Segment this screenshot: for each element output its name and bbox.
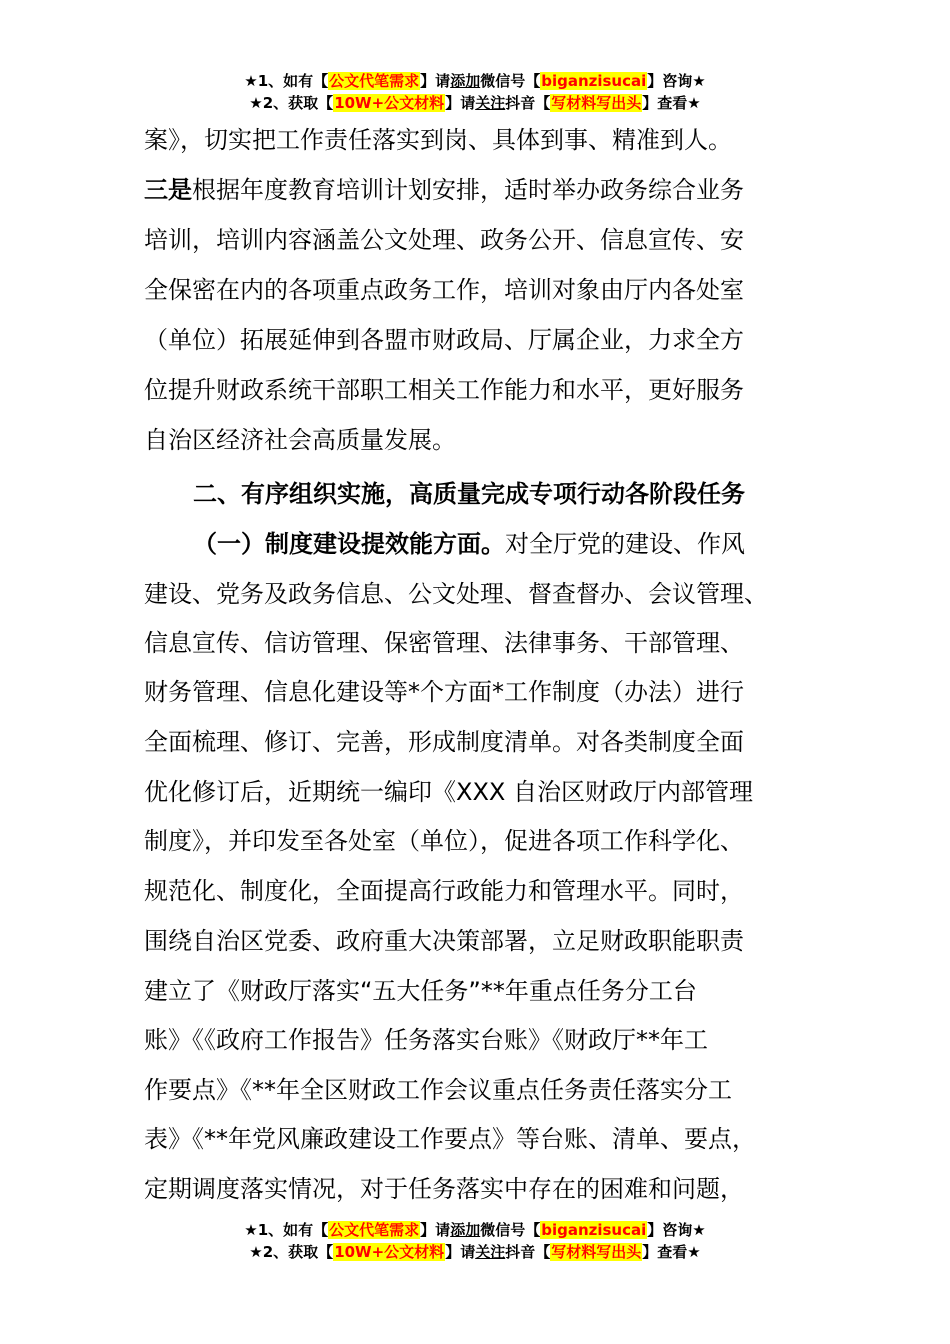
paragraph-line: [144, 971, 824, 1011]
line-text: 案》，切实把工作责任落实到岗、具体到事、精准到人。: [144, 126, 732, 154]
banner-underlined: 添加: [450, 1221, 481, 1239]
line-text: 制度》，并印发至各处室（单位），促进各项工作科学化、: [144, 827, 744, 855]
paragraph-line: [144, 921, 824, 961]
heading-text: 二、有序组织实施，高质量完成专项行动各阶段任务: [193, 480, 745, 508]
paragraph-line: [144, 871, 824, 911]
paragraph-line: [144, 821, 824, 861]
banner-text: 抖音【: [505, 94, 551, 112]
banner-line-2: [0, 92, 950, 114]
paragraph-line: [144, 1070, 824, 1110]
banner-highlight: biganzisucai: [541, 72, 647, 90]
paragraph-line: [144, 1020, 824, 1060]
banner-text: 】查看★: [642, 1243, 701, 1261]
paragraph-line: [144, 420, 824, 460]
banner-highlight: 10W+公文材料: [334, 1243, 445, 1261]
paragraph-line: [144, 220, 824, 260]
line-text: 建设、党务及政务信息、公文处理、督查督办、会议管理、: [144, 580, 768, 608]
banner-highlight: 写材料写出头: [551, 1243, 642, 1261]
line-text: 全保密在内的各项重点政务工作，培训对象由厅内各处室: [144, 276, 744, 304]
line-text: 优化修订后，近期统一编印《XXX 自治区财政厅内部管理: [144, 778, 753, 806]
paragraph-line: [144, 722, 824, 762]
line-text: （单位）拓展延伸到各盟市财政局、厅属企业，力求全方: [144, 326, 744, 354]
line-text: 围绕自治区党委、政府重大决策部署，立足财政职能职责: [144, 927, 744, 955]
paragraph-line: [144, 270, 824, 310]
banner-text: 微信号【: [480, 1221, 541, 1239]
paragraph-line: [193, 524, 873, 564]
banner-text: 】咨询★: [647, 1221, 706, 1239]
line-text: 作要点》《**年全区财政工作会议重点任务责任落实分工: [144, 1076, 732, 1104]
paragraph-line: [144, 170, 824, 210]
line-text: 账》《《政府工作报告》任务落实台账》《财政厅**年工: [144, 1026, 708, 1054]
line-text: 财务管理、信息化建设等*个方面*工作制度（办法）进行: [144, 678, 744, 706]
banner-highlight: 公文代笔需求: [329, 1221, 420, 1239]
banner-text: 】请: [420, 1221, 451, 1239]
header-banner: [0, 70, 950, 114]
banner-highlight: biganzisucai: [541, 1221, 647, 1239]
banner-text: ★1、如有【: [244, 1221, 329, 1239]
line-text: 规范化、制度化，全面提高行政能力和管理水平。同时，: [144, 877, 744, 905]
banner-underlined: 添加: [450, 72, 481, 90]
line-text: 信息宣传、信访管理、保密管理、法律事务、干部管理、: [144, 629, 744, 657]
banner-text: 】请: [445, 94, 476, 112]
banner-highlight: 写材料写出头: [551, 94, 642, 112]
banner-text: ★1、如有【: [244, 72, 329, 90]
banner-text: ★2、获取【: [249, 94, 334, 112]
line-text: 自治区经济社会高质量发展。: [144, 426, 456, 454]
line-text: 根据年度教育培训计划安排，适时举办政务综合业务: [192, 176, 744, 204]
banner-line-2: [0, 1241, 950, 1263]
paragraph-line: [144, 320, 824, 360]
paragraph-line: [144, 623, 824, 663]
banner-highlight: 公文代笔需求: [329, 72, 420, 90]
banner-underlined: 关注: [475, 94, 506, 112]
banner-text: 抖音【: [505, 1243, 551, 1261]
paragraph-line: [144, 1169, 824, 1209]
banner-text: 】请: [420, 72, 451, 90]
banner-text: 】查看★: [642, 94, 701, 112]
line-text: 培训，培训内容涵盖公文处理、政务公开、信息宣传、安: [144, 226, 744, 254]
line-text: 全面梳理、修订、完善，形成制度清单。对各类制度全面: [144, 728, 744, 756]
banner-text: 】咨询★: [647, 72, 706, 90]
paragraph-line: [144, 370, 824, 410]
section-heading: [193, 474, 873, 514]
paragraph-line: [144, 772, 824, 812]
line-text: 对全厅党的建设、作风: [505, 530, 745, 558]
paragraph-line: [144, 574, 824, 614]
line-text: 建立了《财政厅落实“五大任务”**年重点任务分工台: [144, 977, 697, 1005]
line-lead: 三是: [144, 176, 192, 204]
paragraph-line: [144, 1119, 824, 1159]
paragraph-line: [144, 672, 824, 712]
line-text: 定期调度落实情况，对于任务落实中存在的困难和问题，: [144, 1175, 744, 1203]
banner-text: 】请: [445, 1243, 476, 1261]
paragraph-line: [144, 120, 824, 160]
banner-text: 微信号【: [480, 72, 541, 90]
line-text: 位提升财政系统干部职工相关工作能力和水平，更好服务: [144, 376, 744, 404]
banner-underlined: 关注: [475, 1243, 506, 1261]
banner-highlight: 10W+公文材料: [334, 94, 445, 112]
footer-banner: [0, 1219, 950, 1263]
line-lead: （一）制度建设提效能方面。: [193, 530, 505, 558]
banner-text: ★2、获取【: [249, 1243, 334, 1261]
banner-line-1: [0, 70, 950, 92]
banner-line-1: [0, 1219, 950, 1241]
line-text: 表》《**年党风廉政建设工作要点》等台账、清单、要点，: [144, 1125, 756, 1153]
